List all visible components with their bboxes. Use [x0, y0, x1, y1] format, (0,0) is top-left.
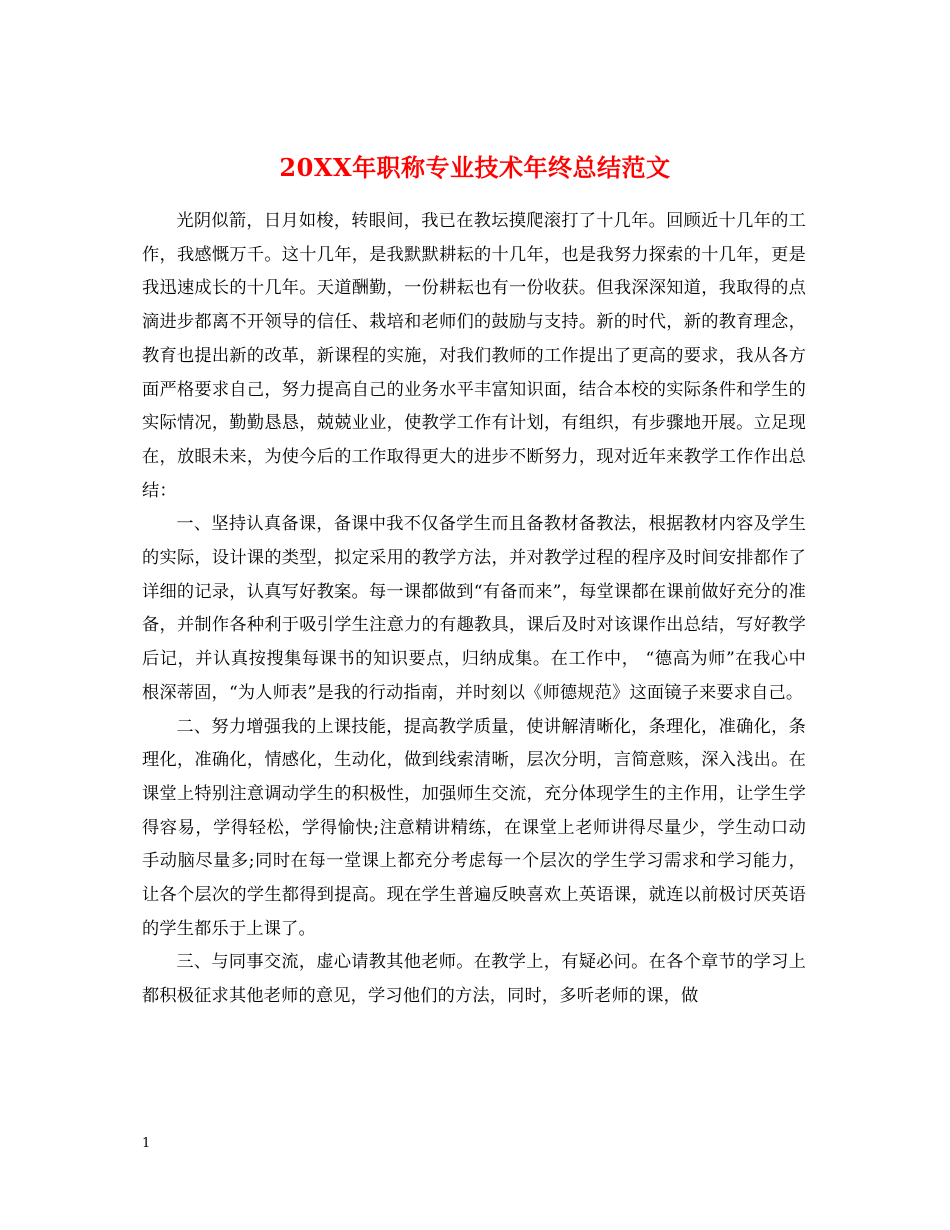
document-body	[142, 205, 806, 1014]
paragraph-section-1: 一、坚持认真备课，备课中我不仅备学生而且备教材备教法，根据教材内容及学生的实际，设计课的类型，拟定采用的教学方法，并对教学过程的程序及时间安排都作了详细的记录，认真写好教案。每一课都做到“有备而来”，每堂课都在课前做好充分的准备，并制作各种利于吸引学生注意力的有趣教具，课后及时对该课作出总结，写好教学后记，并认真按搜集每课书的知识要点，归纳成集。在工作中， “德高为师”在我心中根深蒂固，“为人师表”是我的行动指南，并时刻以《师德规范》这面镜子来要求自己。	[142, 514, 806, 703]
paragraph-intro: 光阴似箭，日月如梭，转眼间，我已在教坛摸爬滚打了十几年。回顾近十几年的工作，我感慨万千。这十几年，是我默默耕耘的十几年，也是我努力探索的十几年，更是我迅速成长的十几年。天道酬勤，一份耕耘也有一份收获。但我深深知道，我取得的点滴进步都离不开领导的信任、栽培和老师们的鼓励与支持。新的时代，新的教育理念，教育也提出新的改革，新课程的实施，对我们教师的工作提出了更高的要求，我从各方面严格要求自己，努力提高自己的业务水平丰富知识面，结合本校的实际条件和学生的实际情况，勤勤恳恳，兢兢业业，使教学工作有计划，有组织，有步骤地开展。立足现在，放眼未来，为使今后的工作取得更大的进步不断努力，现对近年来教学工作作出总结：	[142, 211, 806, 501]
page-number: 1	[142, 1136, 151, 1151]
paragraph-section-2: 二、努力增强我的上课技能，提高教学质量，使讲解清晰化，条理化，准确化，条理化，准确化，情感化，生动化，做到线索清晰，层次分明，言简意赅，深入浅出。在课堂上特别注意调动学生的积极性，加强师生交流，充分体现学生的主作用，让学生学得容易，学得轻松，学得愉快;注意精讲精练，在课堂上老师讲得尽量少，学生动口动手动脑尽量多;同时在每一堂课上都充分考虑每一个层次的学生学习需求和学习能力，让各个层次的学生都得到提高。现在学生普遍反映喜欢上英语课，就连以前极讨厌英语的学生都乐于上课了。	[142, 716, 806, 939]
paragraph-section-3: 三、与同事交流，虚心请教其他老师。在教学上，有疑必问。在各个章节的学习上都积极征求其他老师的意见，学习他们的方法，同时，多听老师的课，做	[142, 952, 806, 1007]
document-title: 20XX年职称专业技术年终总结范文	[279, 153, 671, 183]
